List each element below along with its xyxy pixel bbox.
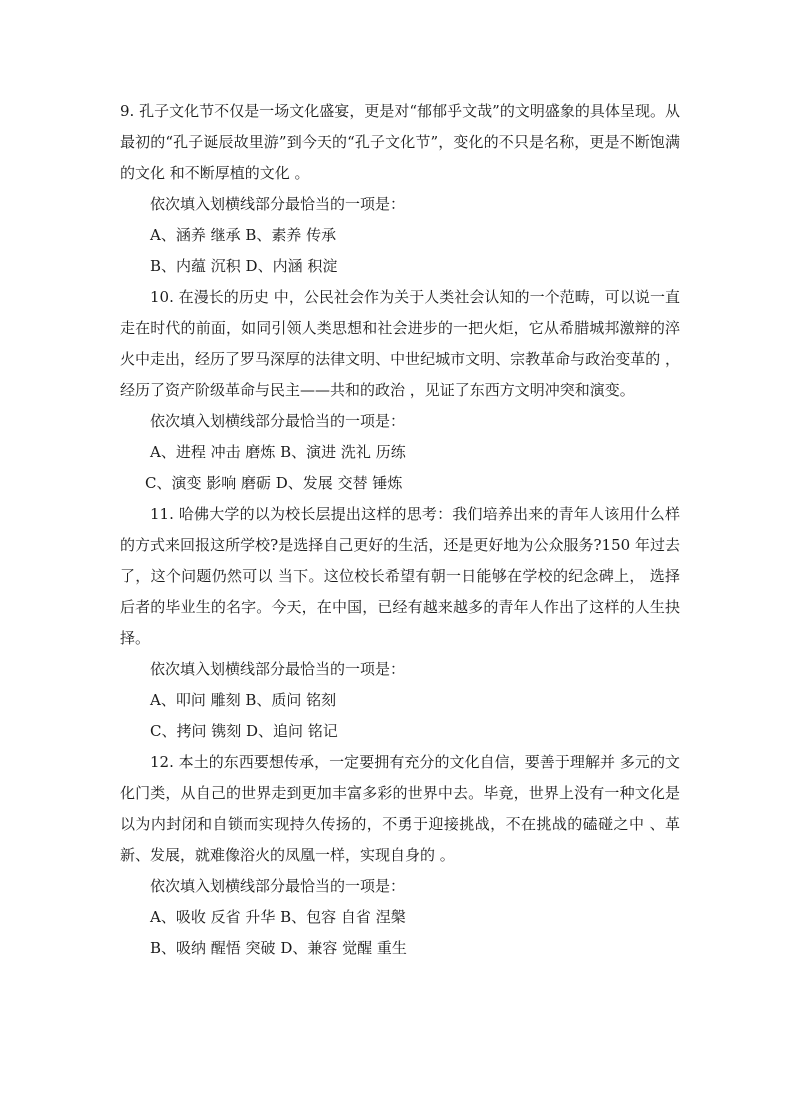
- question-10-prompt: 依次填入划横线部分最恰当的一项是：: [150, 412, 406, 430]
- question-12-options-row-2: B、吸纳 醒悟 突破 D、兼容 觉醒 重生: [150, 939, 407, 957]
- question-12: [120, 747, 680, 964]
- question-11-options-row-1: A、叩问 雕刻 B、质问 铭刻: [150, 691, 337, 709]
- question-10-text: 10. 在漫长的历史 中，公民社会作为关于人类社会认知的一个范畴，可以说一直走在时代的前面，如同引领人类思想和社会进步的一把火炬，它从希腊城邦激辩的淬火中走出，经历了罗马深厚的法律文明、中世纪城市文明、宗教革命与政治变革的 ，经历了资产阶级革命与民主——共和的政治 ，见证了东西方文明冲突和演变。: [120, 288, 680, 399]
- question-9-text: 9. 孔子文化节不仅是一场文化盛宴，更是对“郁郁乎文哉”的文明盛象的具体呈现。从最初的“孔子诞辰故里游”到今天的“孔子文化节”，变化的不只是名称，更是不断饱满的文化 和不断厚植的文化 。: [120, 102, 680, 182]
- question-9-prompt: 依次填入划横线部分最恰当的一项是：: [150, 195, 406, 213]
- question-12-text: 12. 本土的东西要想传承，一定要拥有充分的文化自信，要善于理解并 多元的文化门类，从自己的世界走到更加丰富多彩的世界中去。毕竟，世界上没有一种文化是以为内封闭和自锁而实现持久传扬的，不勇于迎接挑战，不在挑战的磕碰之中 、革新、发展，就难像浴火的凤凰一样，实现自身的 。: [120, 753, 680, 864]
- question-11: [120, 499, 680, 747]
- question-11-prompt: 依次填入划横线部分最恰当的一项是：: [150, 660, 406, 678]
- question-10-options-row-1: A、进程 冲击 磨炼 B、演进 洗礼 历练: [150, 443, 406, 461]
- question-12-prompt: 依次填入划横线部分最恰当的一项是：: [150, 877, 406, 895]
- question-10: [120, 282, 680, 499]
- question-10-options-row-2: C、演变 影响 磨砺 D、发展 交替 锤炼: [145, 474, 403, 492]
- question-11-options-row-2: C、拷问 镌刻 D、追问 铭记: [150, 722, 338, 740]
- question-12-options-row-1: A、吸收 反省 升华 B、包容 自省 涅槃: [150, 908, 406, 926]
- document-page: [120, 96, 680, 964]
- question-9-options-row-1: A、涵养 继承 B、素养 传承: [150, 226, 337, 244]
- question-11-text: 11. 哈佛大学的以为校长层提出这样的思考：我们培养出来的青年人该用什么样的方式来回报这所学校?是选择自己更好的生活，还是更好地为公众服务?150 年过去了，这个问题仍然可以 当下。这位校长希望有朝一日能够在学校的纪念碑上， 选择后者的毕业生的名字。今天，在中国，已经有越来越多的青年人作出了这样的人生抉择。: [120, 505, 680, 647]
- question-9: [120, 96, 680, 282]
- question-9-options-row-2: B、内蕴 沉积 D、内涵 积淀: [150, 257, 338, 275]
